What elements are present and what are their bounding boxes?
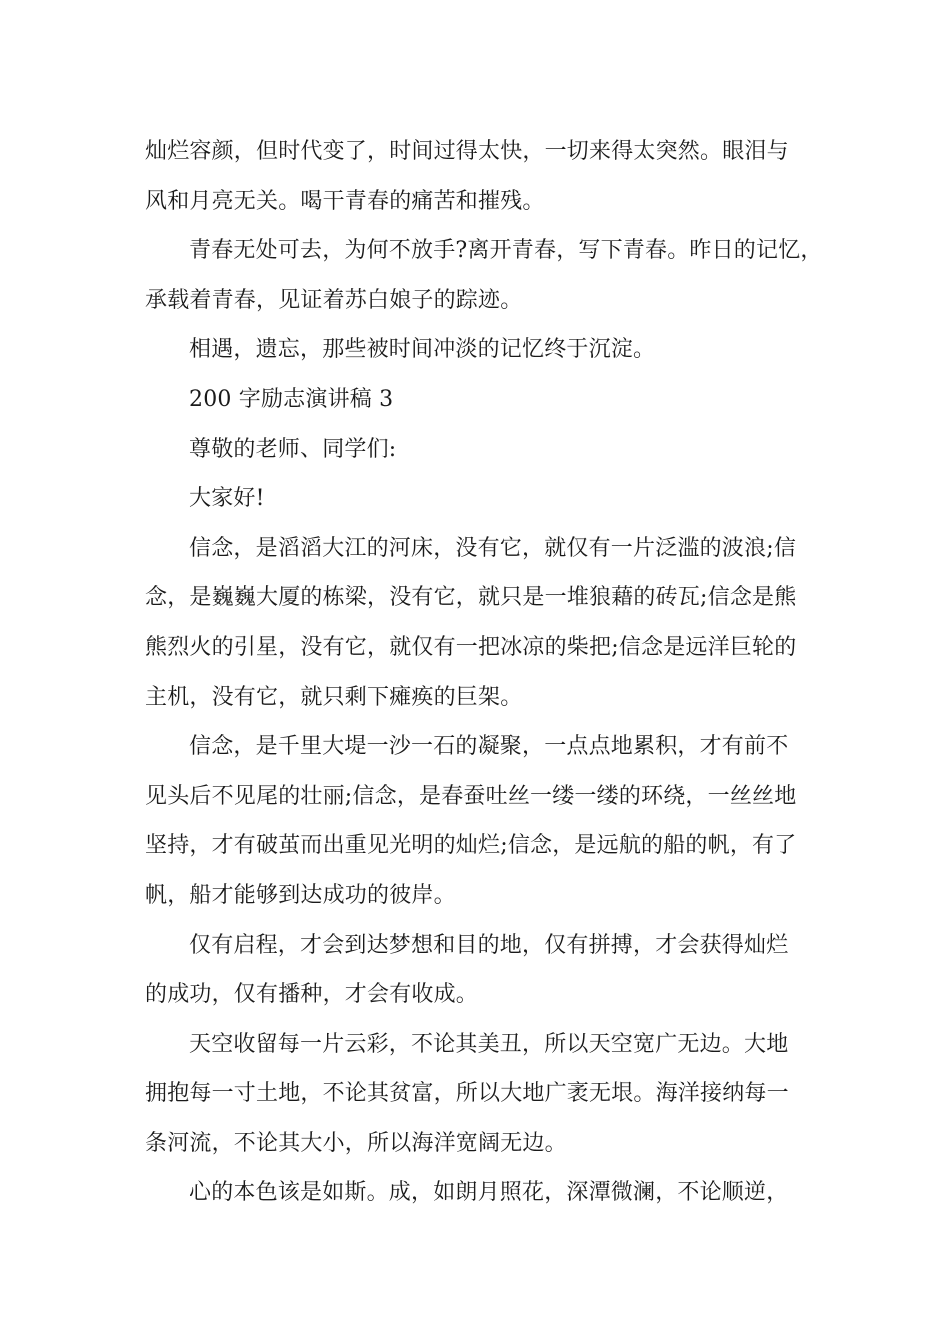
text-line: 承载着青春，见证着苏白娘子的踪迹。 bbox=[145, 287, 523, 313]
text-line: 帆，船才能够到达成功的彼岸。 bbox=[145, 882, 456, 908]
text-line: 坚持，才有破茧而出重见光明的灿烂;信念，是远航的船的帆，有了 bbox=[145, 833, 797, 859]
text-line: 相遇，遗忘，那些被时间冲淡的记忆终于沉淀。 bbox=[189, 337, 656, 363]
text-line: 主机，没有它，就只剩下瘫痪的巨架。 bbox=[145, 684, 523, 710]
text-line: 信念，是千里大堤一沙一石的凝聚，一点点地累积，才有前不 bbox=[189, 734, 789, 760]
section-heading: 200 字励志演讲稿 3 bbox=[189, 386, 394, 412]
text-line: 的成功，仅有播种，才会有收成。 bbox=[145, 982, 479, 1008]
text-line: 天空收留每一片云彩，不论其美丑，所以天空宽广无边。大地 bbox=[189, 1031, 789, 1057]
text-line: 条河流，不论其大小，所以海洋宽阔无边。 bbox=[145, 1130, 567, 1156]
document-body bbox=[145, 127, 823, 1218]
text-line: 念，是巍巍大厦的栋梁，没有它，就只是一堆狼藉的砖瓦;信念是熊 bbox=[145, 585, 797, 611]
text-line: 心的本色该是如斯。成，如朗月照花，深潭微澜，不论顺逆， bbox=[189, 1180, 789, 1206]
text-line: 风和月亮无关。喝干青春的痛苦和摧残。 bbox=[145, 188, 545, 214]
text-line: 青春无处可去，为何不放手?离开青春，写下青春。昨日的记忆， bbox=[189, 238, 823, 264]
text-line: 信念，是滔滔大江的河床，没有它，就仅有一片泛滥的波浪;信 bbox=[189, 535, 797, 561]
text-line: 灿烂容颜，但时代变了，时间过得太快，一切来得太突然。眼泪与 bbox=[145, 139, 789, 164]
text-line: 见头后不见尾的壮丽;信念，是春蚕吐丝一缕一缕的环绕，一丝丝地 bbox=[145, 783, 797, 809]
greeting: 大家好! bbox=[189, 486, 265, 512]
text-line: 仅有启程，才会到达梦想和目的地，仅有拼搏，才会获得灿烂 bbox=[189, 932, 789, 958]
salutation: 尊敬的老师、同学们: bbox=[189, 436, 397, 462]
text-line: 熊烈火的引星，没有它，就仅有一把冰凉的柴把;信念是远洋巨轮的 bbox=[145, 634, 797, 660]
text-line: 拥抱每一寸土地，不论其贫富，所以大地广袤无垠。海洋接纳每一 bbox=[145, 1081, 789, 1107]
